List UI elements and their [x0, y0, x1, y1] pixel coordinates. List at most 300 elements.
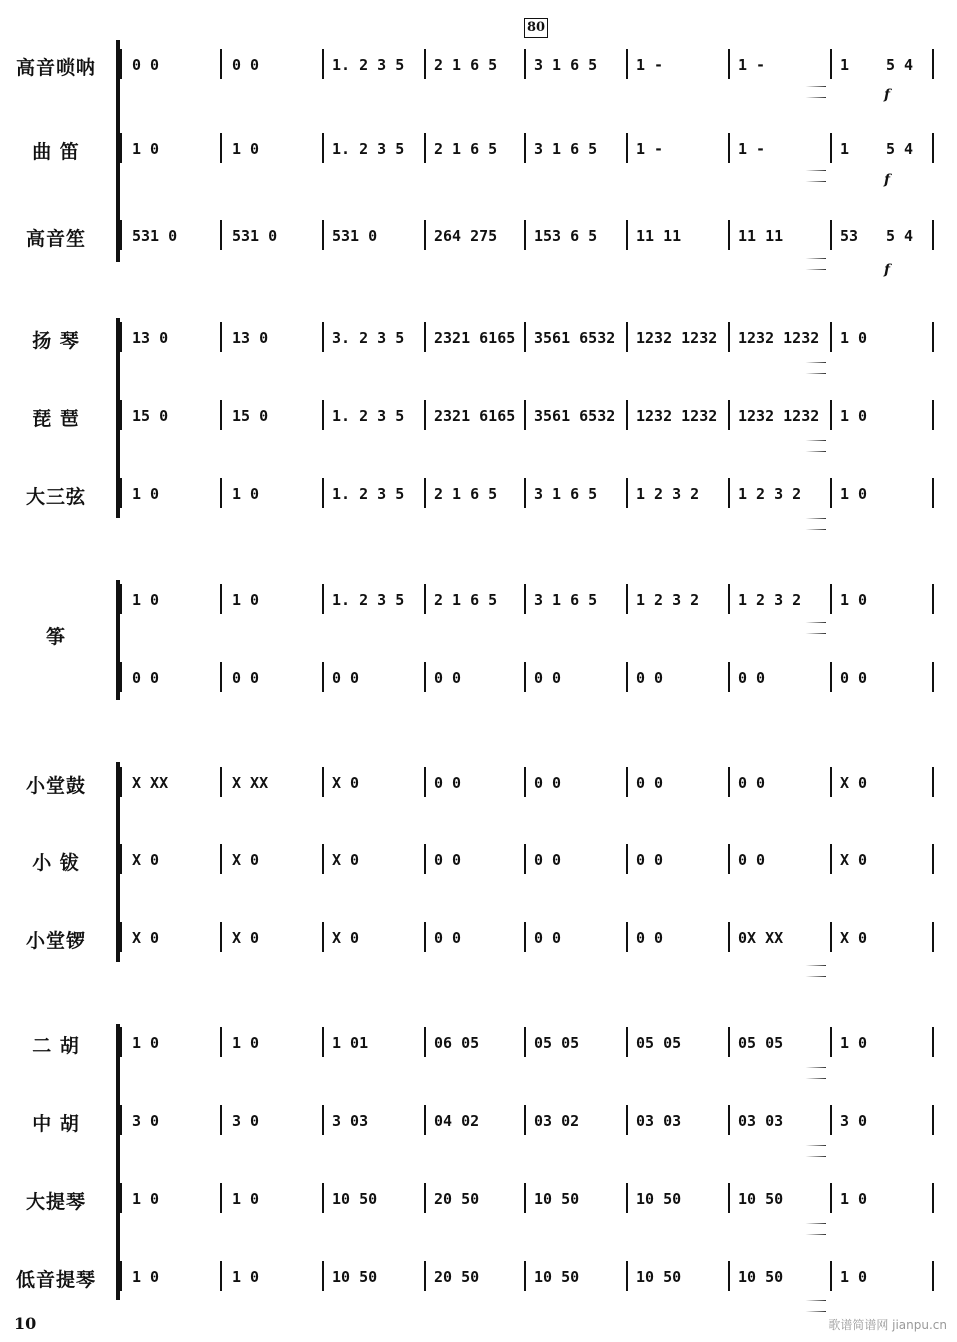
barline [424, 322, 426, 352]
barline [424, 400, 426, 430]
measure-5: 0 0 [534, 774, 562, 792]
crescendo-hairpin [716, 622, 826, 634]
measure-7: 1 - [738, 140, 766, 158]
measure-5: 3 1 6 5 [534, 591, 598, 609]
barline [322, 1261, 324, 1291]
barline [728, 49, 730, 79]
measure-3: 1 01 [332, 1034, 369, 1052]
instrument-label-xiaotangluo: 小堂锣 [25, 930, 86, 952]
measure-5: 10 50 [534, 1190, 580, 1208]
barline [728, 584, 730, 614]
instrument-label-zhonghu: 中 胡 [32, 1113, 80, 1135]
measure-8: 1 [840, 56, 850, 74]
measure-2: 1 0 [232, 1034, 260, 1052]
measure-2: 3 0 [232, 1112, 260, 1130]
barline [322, 478, 324, 508]
barline [932, 1183, 934, 1213]
barline [626, 584, 628, 614]
measure-8: 3 0 [840, 1112, 868, 1130]
measure-4: 2 1 6 5 [434, 56, 498, 74]
barline [524, 584, 526, 614]
measure-4: 06 05 [434, 1034, 480, 1052]
rehearsal-mark: 80 [524, 18, 548, 38]
barline [932, 1027, 934, 1057]
barline [220, 1183, 222, 1213]
barline [220, 400, 222, 430]
system-bracket [116, 762, 120, 962]
barline [524, 478, 526, 508]
barline [220, 133, 222, 163]
barline [322, 767, 324, 797]
measure-8: 1 0 [840, 485, 868, 503]
measure-4: 04 02 [434, 1112, 480, 1130]
measure-1: 3 0 [132, 1112, 160, 1130]
barline [424, 478, 426, 508]
staff-row-zheng-upper [0, 588, 957, 618]
barline [932, 220, 934, 250]
barline [830, 922, 832, 952]
measure-7: 1 2 3 2 [738, 591, 802, 609]
barline [626, 844, 628, 874]
barline [830, 1027, 832, 1057]
barline [120, 1261, 122, 1291]
measure-6: 10 50 [636, 1268, 682, 1286]
watermark: 歌谱简谱网 jianpu.cn [828, 1318, 947, 1332]
barline [830, 584, 832, 614]
barline [626, 1027, 628, 1057]
measure-8: 1 0 [840, 1034, 868, 1052]
measure-3: 531 0 [332, 227, 378, 245]
barline [120, 662, 122, 692]
measure-7: 0 0 [738, 669, 766, 687]
measure-5: 3 1 6 5 [534, 56, 598, 74]
barline [728, 133, 730, 163]
barline [626, 49, 628, 79]
barline [728, 767, 730, 797]
barline [524, 1027, 526, 1057]
measure-1: 1 0 [132, 1190, 160, 1208]
measure-7: 1232 1232 [738, 329, 820, 347]
instrument-label-dasanxian: 大三弦 [25, 486, 86, 508]
barline [728, 220, 730, 250]
barline [220, 1105, 222, 1135]
barline [322, 1183, 324, 1213]
barline [524, 322, 526, 352]
barline [830, 400, 832, 430]
measure-7: 1 2 3 2 [738, 485, 802, 503]
barline [728, 1105, 730, 1135]
barline [830, 322, 832, 352]
instrument-label-xiaotanggu: 小堂鼓 [25, 775, 86, 797]
instrument-label-datiqin: 大提琴 [25, 1191, 86, 1213]
staff-row-yangqin [0, 326, 957, 356]
barline [932, 478, 934, 508]
staff-row-datiqin [0, 1187, 957, 1217]
barline [728, 662, 730, 692]
staff-row-erhu [0, 1031, 957, 1061]
barline [120, 922, 122, 952]
barline [626, 1261, 628, 1291]
measure-6: 1232 1232 [636, 407, 718, 425]
measure-9: 5 4 [886, 56, 914, 74]
measure-1: 0 0 [132, 669, 160, 687]
measure-5: 153 6 5 [534, 227, 598, 245]
barline [524, 1183, 526, 1213]
staff-row-dasanxian [0, 482, 957, 512]
measure-4: 2 1 6 5 [434, 591, 498, 609]
barline [120, 478, 122, 508]
barline [932, 584, 934, 614]
barline [322, 1027, 324, 1057]
barline [728, 1183, 730, 1213]
barline [322, 584, 324, 614]
measure-6: 03 03 [636, 1112, 682, 1130]
barline [524, 662, 526, 692]
measure-7: 10 50 [738, 1268, 784, 1286]
dynamic-forte: f [884, 262, 891, 278]
instrument-label-gaoyin-sheng: 高音笙 [25, 228, 86, 250]
barline [120, 1105, 122, 1135]
measure-3: 10 50 [332, 1190, 378, 1208]
instrument-label-yangqin: 扬 琴 [32, 330, 80, 352]
measure-4: 20 50 [434, 1190, 480, 1208]
barline [424, 220, 426, 250]
barline [424, 1027, 426, 1057]
measure-5: 3561 6532 [534, 407, 616, 425]
measure-2: 1 0 [232, 140, 260, 158]
barline [220, 844, 222, 874]
barline [424, 1105, 426, 1135]
barline [830, 49, 832, 79]
system-bracket [116, 40, 120, 262]
barline [728, 844, 730, 874]
barline [524, 1261, 526, 1291]
dynamic-forte: f [884, 172, 891, 188]
measure-1: 1 0 [132, 485, 160, 503]
barline [728, 922, 730, 952]
measure-7: 10 50 [738, 1190, 784, 1208]
crescendo-hairpin [716, 1067, 826, 1079]
barline [626, 922, 628, 952]
crescendo-hairpin [716, 1145, 826, 1157]
barline [932, 133, 934, 163]
measure-9: 5 4 [886, 140, 914, 158]
barline [524, 400, 526, 430]
measure-6: 1 - [636, 140, 664, 158]
barline [830, 1183, 832, 1213]
barline [424, 844, 426, 874]
measure-2: X XX [232, 774, 269, 792]
barline [524, 922, 526, 952]
barline [424, 1261, 426, 1291]
barline [120, 584, 122, 614]
barline [932, 844, 934, 874]
staff-row-xiaotanggu [0, 771, 957, 801]
measure-8: 53 [840, 227, 859, 245]
barline [424, 662, 426, 692]
page-number: 10 [14, 1314, 37, 1333]
barline [424, 49, 426, 79]
barline [424, 584, 426, 614]
measure-8: 1 0 [840, 329, 868, 347]
instrument-label-erhu: 二 胡 [32, 1035, 80, 1057]
barline [322, 400, 324, 430]
measure-8: 0 0 [840, 669, 868, 687]
barline [120, 1183, 122, 1213]
measure-1: 0 0 [132, 56, 160, 74]
barline [830, 220, 832, 250]
measure-1: 531 0 [132, 227, 178, 245]
measure-1: 1 0 [132, 1034, 160, 1052]
barline [932, 400, 934, 430]
measure-6: 1 2 3 2 [636, 591, 700, 609]
instrument-label-qudi: 曲 笛 [32, 141, 80, 163]
crescendo-hairpin [716, 86, 826, 98]
measure-6: 11 11 [636, 227, 682, 245]
measure-8: 1 [840, 140, 850, 158]
barline [424, 922, 426, 952]
crescendo-hairpin [716, 258, 826, 270]
measure-5: 03 02 [534, 1112, 580, 1130]
barline [120, 844, 122, 874]
measure-5: 0 0 [534, 851, 562, 869]
barline [626, 767, 628, 797]
measure-3: X 0 [332, 774, 360, 792]
measure-7: 1 - [738, 56, 766, 74]
staff-row-qudi [0, 137, 957, 167]
measure-6: 05 05 [636, 1034, 682, 1052]
barline [932, 1105, 934, 1135]
measure-7: 1232 1232 [738, 407, 820, 425]
measure-7: 0 0 [738, 774, 766, 792]
measure-2: X 0 [232, 929, 260, 947]
crescendo-hairpin [716, 440, 826, 452]
barline [120, 1027, 122, 1057]
staff-row-zhonghu [0, 1109, 957, 1139]
measure-3: 1. 2 3 5 [332, 407, 405, 425]
barline [120, 322, 122, 352]
measure-1: X 0 [132, 851, 160, 869]
barline [524, 1105, 526, 1135]
measure-1: 1 0 [132, 591, 160, 609]
barline [932, 322, 934, 352]
measure-4: 264 275 [434, 227, 498, 245]
measure-8: 1 0 [840, 591, 868, 609]
barline [322, 844, 324, 874]
measure-6: 1 - [636, 56, 664, 74]
measure-8: 1 0 [840, 407, 868, 425]
measure-4: 20 50 [434, 1268, 480, 1286]
crescendo-hairpin [716, 965, 826, 977]
system-bracket [116, 580, 120, 700]
barline [830, 1105, 832, 1135]
crescendo-hairpin [716, 362, 826, 374]
barline [220, 767, 222, 797]
measure-7: 03 03 [738, 1112, 784, 1130]
instrument-label-pipa: 琵 琶 [32, 408, 80, 430]
measure-1: 15 0 [132, 407, 169, 425]
barline [830, 767, 832, 797]
barline [120, 767, 122, 797]
barline [932, 767, 934, 797]
crescendo-hairpin [716, 170, 826, 182]
barline [220, 922, 222, 952]
barline [424, 767, 426, 797]
measure-2: 13 0 [232, 329, 269, 347]
instrument-label-diyin-tiqin: 低音提琴 [15, 1269, 96, 1291]
barline [830, 662, 832, 692]
measure-3: 3 03 [332, 1112, 369, 1130]
barline [120, 400, 122, 430]
measure-5: 0 0 [534, 929, 562, 947]
barline [322, 922, 324, 952]
dynamic-forte: f [884, 87, 891, 103]
measure-1: X 0 [132, 929, 160, 947]
barline [220, 1261, 222, 1291]
barline [524, 49, 526, 79]
measure-2: 15 0 [232, 407, 269, 425]
measure-3: 1. 2 3 5 [332, 140, 405, 158]
measure-8: X 0 [840, 774, 868, 792]
measure-3: 1. 2 3 5 [332, 485, 405, 503]
barline [322, 662, 324, 692]
barline [220, 584, 222, 614]
measure-3: 3. 2 3 5 [332, 329, 405, 347]
barline [626, 133, 628, 163]
measure-4: 2 1 6 5 [434, 140, 498, 158]
barline [830, 844, 832, 874]
barline [524, 220, 526, 250]
barline [626, 478, 628, 508]
measure-3: 10 50 [332, 1268, 378, 1286]
measure-4: 0 0 [434, 929, 462, 947]
barline [728, 1261, 730, 1291]
measure-4: 0 0 [434, 774, 462, 792]
crescendo-hairpin [716, 1300, 826, 1312]
barline [626, 1183, 628, 1213]
barline [830, 133, 832, 163]
measure-6: 0 0 [636, 669, 664, 687]
measure-2: 0 0 [232, 669, 260, 687]
barline [220, 220, 222, 250]
measure-2: 1 0 [232, 1190, 260, 1208]
barline [322, 220, 324, 250]
crescendo-hairpin [716, 1223, 826, 1235]
measure-4: 2321 6165 [434, 329, 516, 347]
measure-3: 1. 2 3 5 [332, 56, 405, 74]
barline [424, 133, 426, 163]
crescendo-hairpin [716, 518, 826, 530]
measure-4: 2 1 6 5 [434, 485, 498, 503]
barline [220, 49, 222, 79]
barline [424, 1183, 426, 1213]
barline [524, 844, 526, 874]
measure-2: 531 0 [232, 227, 278, 245]
barline [120, 133, 122, 163]
barline [524, 767, 526, 797]
measure-2: X 0 [232, 851, 260, 869]
system-bracket [116, 1024, 120, 1300]
instrument-label-gaoyin-suona: 高音唢呐 [15, 57, 96, 79]
measure-3: X 0 [332, 929, 360, 947]
barline [220, 478, 222, 508]
barline [626, 662, 628, 692]
measure-5: 0 0 [534, 669, 562, 687]
measure-8: X 0 [840, 851, 868, 869]
measure-6: 0 0 [636, 929, 664, 947]
measure-6: 1 2 3 2 [636, 485, 700, 503]
staff-row-diyin-tiqin [0, 1265, 957, 1295]
measure-5: 3 1 6 5 [534, 140, 598, 158]
measure-2: 0 0 [232, 56, 260, 74]
measure-9: 5 4 [886, 227, 914, 245]
measure-6: 10 50 [636, 1190, 682, 1208]
barline [932, 1261, 934, 1291]
barline [524, 133, 526, 163]
measure-1: 1 0 [132, 1268, 160, 1286]
measure-2: 1 0 [232, 485, 260, 503]
instrument-label-zheng-upper: 筝 [45, 626, 66, 648]
staff-row-pipa [0, 404, 957, 434]
instrument-label-xiaobo: 小 钹 [32, 852, 80, 874]
barline [220, 322, 222, 352]
measure-6: 1232 1232 [636, 329, 718, 347]
measure-3: X 0 [332, 851, 360, 869]
barline [220, 662, 222, 692]
barline [626, 400, 628, 430]
barline [322, 133, 324, 163]
measure-8: 1 0 [840, 1190, 868, 1208]
barline [932, 922, 934, 952]
barline [932, 49, 934, 79]
measure-1: 13 0 [132, 329, 169, 347]
staff-row-xiaobo [0, 848, 957, 878]
measure-1: X XX [132, 774, 169, 792]
system-bracket [116, 318, 120, 518]
measure-4: 0 0 [434, 669, 462, 687]
measure-5: 3561 6532 [534, 329, 616, 347]
barline [830, 1261, 832, 1291]
barline [626, 322, 628, 352]
measure-5: 10 50 [534, 1268, 580, 1286]
measure-7: 0X XX [738, 929, 784, 947]
staff-row-xiaotangluo [0, 926, 957, 956]
staff-row-gaoyin-suona [0, 53, 957, 83]
barline [626, 220, 628, 250]
barline [120, 220, 122, 250]
barline [220, 1027, 222, 1057]
measure-8: X 0 [840, 929, 868, 947]
measure-7: 11 11 [738, 227, 784, 245]
barline [932, 662, 934, 692]
measure-7: 05 05 [738, 1034, 784, 1052]
staff-row-zheng-lower [0, 666, 957, 696]
measure-2: 1 0 [232, 591, 260, 609]
barline [626, 1105, 628, 1135]
measure-8: 1 0 [840, 1268, 868, 1286]
measure-5: 05 05 [534, 1034, 580, 1052]
staff-row-gaoyin-sheng [0, 224, 957, 254]
measure-4: 0 0 [434, 851, 462, 869]
barline [728, 478, 730, 508]
measure-4: 2321 6165 [434, 407, 516, 425]
measure-1: 1 0 [132, 140, 160, 158]
measure-6: 0 0 [636, 851, 664, 869]
measure-3: 0 0 [332, 669, 360, 687]
barline [120, 49, 122, 79]
measure-7: 0 0 [738, 851, 766, 869]
barline [728, 400, 730, 430]
